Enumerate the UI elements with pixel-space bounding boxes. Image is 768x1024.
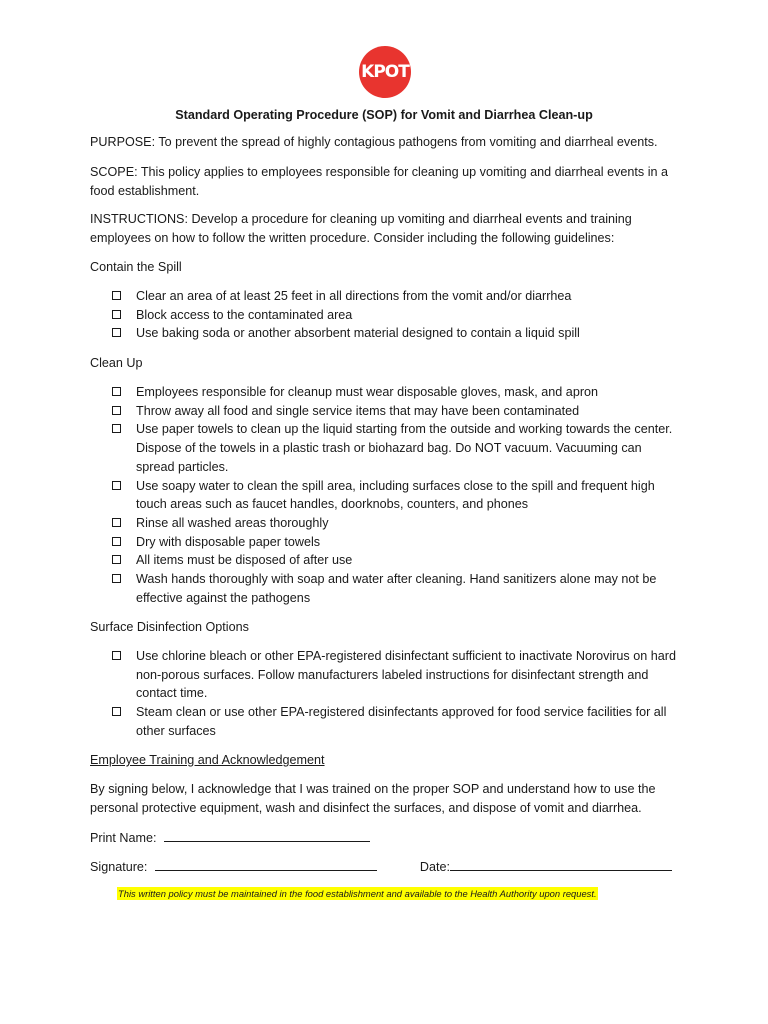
checklist-item-text: Use soapy water to clean the spill area, including surfaces close to the spill and frequent high touch areas such as faucet handles, doorknobs, counters, and phones bbox=[136, 478, 655, 512]
checklist-item-text: Use paper towels to clean up the liquid starting from the outside and working towards the center. Dispose of the towels in a plastic trash or biohazard bag. Do NOT vacuum. Vacuuming can spread particles. bbox=[136, 422, 673, 474]
print-name-label: Print Name: bbox=[90, 831, 157, 845]
scope-paragraph: SCOPE: This policy applies to employees responsible for cleaning up vomiting and diarrheal events in a food establishment. bbox=[90, 165, 668, 198]
checkbox-icon bbox=[112, 291, 121, 300]
checkbox-icon bbox=[112, 328, 121, 337]
print-name-row bbox=[90, 828, 680, 848]
checklist-item bbox=[112, 647, 682, 703]
surface-disinfection-checklist bbox=[112, 647, 682, 741]
section-heading-clean-up: Clean Up bbox=[90, 356, 143, 370]
checklist-item bbox=[112, 324, 682, 343]
checklist-item bbox=[112, 533, 682, 552]
checklist-item-text: Steam clean or use other EPA-registered disinfectants approved for food service facilities for all other surfaces bbox=[136, 705, 667, 738]
date-field[interactable] bbox=[450, 857, 672, 871]
checkbox-icon bbox=[112, 518, 121, 527]
checkbox-icon bbox=[112, 387, 121, 396]
checklist-item bbox=[112, 287, 682, 306]
checklist-item-text: Employees responsible for cleanup must wear disposable gloves, mask, and apron bbox=[136, 385, 599, 399]
checkbox-icon bbox=[112, 707, 121, 716]
purpose-paragraph: PURPOSE: To prevent the spread of highly contagious pathogens from vomiting and diarrheal events. bbox=[90, 135, 658, 149]
kpot-logo bbox=[359, 46, 411, 98]
clean-up-checklist bbox=[112, 383, 682, 607]
checkbox-icon bbox=[112, 310, 121, 319]
checklist-item bbox=[112, 420, 682, 476]
checklist-item-text: Clear an area of at least 25 feet in all directions from the vomit and/or diarrhea bbox=[136, 289, 572, 303]
checkbox-icon bbox=[112, 574, 121, 583]
checklist-item-text: Use baking soda or another absorbent material designed to contain a liquid spill bbox=[136, 326, 580, 341]
checklist-item-text: Rinse all washed areas thoroughly bbox=[136, 515, 329, 530]
signature-row bbox=[90, 857, 680, 877]
checklist-item bbox=[112, 514, 682, 533]
checkbox-icon bbox=[112, 537, 121, 546]
print-name-field[interactable] bbox=[164, 828, 370, 842]
section-heading-surface-disinfection: Surface Disinfection Options bbox=[90, 620, 249, 634]
checklist-item-text: Wash hands thoroughly with soap and water after cleaning. Hand sanitizers alone may not be effective against the pathogens bbox=[136, 572, 657, 605]
logo-text: KPOT bbox=[361, 61, 409, 82]
checklist-item-text: Use chlorine bleach or other EPA-registered disinfectant sufficient to inactivate Norovirus on hard non-porous surfaces. Follow manufacturers labeled instructions for disinfectant strength and contact time. bbox=[136, 649, 676, 701]
checklist-item bbox=[112, 383, 682, 402]
checklist-item bbox=[112, 402, 682, 421]
checklist-item bbox=[112, 306, 682, 325]
instructions-paragraph: INSTRUCTIONS: Develop a procedure for cleaning up vomiting and diarrheal events and training employees on how to follow the written procedure. Consider including the following guidelines: bbox=[90, 212, 632, 245]
checklist-item bbox=[112, 570, 682, 607]
section-heading-contain-spill: Contain the Spill bbox=[90, 260, 182, 274]
checklist-item bbox=[112, 477, 682, 514]
document-title: Standard Operating Procedure (SOP) for Vomit and Diarrhea Clean-up bbox=[175, 108, 593, 122]
checklist-item bbox=[112, 551, 682, 570]
checkbox-icon bbox=[112, 424, 121, 433]
checkbox-icon bbox=[112, 651, 121, 660]
checklist-item-text: Throw away all food and single service items that may have been contaminated bbox=[136, 403, 580, 418]
signature-field[interactable] bbox=[155, 857, 377, 871]
checklist-item bbox=[112, 703, 682, 740]
contain-spill-checklist bbox=[112, 287, 682, 343]
checkbox-icon bbox=[112, 481, 121, 490]
checklist-item-text: Block access to the contaminated area bbox=[136, 307, 353, 322]
checkbox-icon bbox=[112, 555, 121, 564]
acknowledgement-statement: By signing below, I acknowledge that I was trained on the proper SOP and understand how to use the personal protective equipment, wash and disinfect the surfaces, and dispose of vomit and diarrhea. bbox=[90, 782, 656, 815]
training-heading: Employee Training and Acknowledgement bbox=[90, 753, 325, 767]
date-label: Date: bbox=[419, 860, 451, 874]
checklist-item-text: Dry with disposable paper towels bbox=[136, 534, 321, 549]
policy-notice: This written policy must be maintained in the food establishment and available to the Health Authority upon request. bbox=[118, 888, 597, 899]
signature-label: Signature: bbox=[90, 860, 148, 874]
checkbox-icon bbox=[112, 406, 121, 415]
checklist-item-text: All items must be disposed of after use bbox=[136, 553, 353, 568]
